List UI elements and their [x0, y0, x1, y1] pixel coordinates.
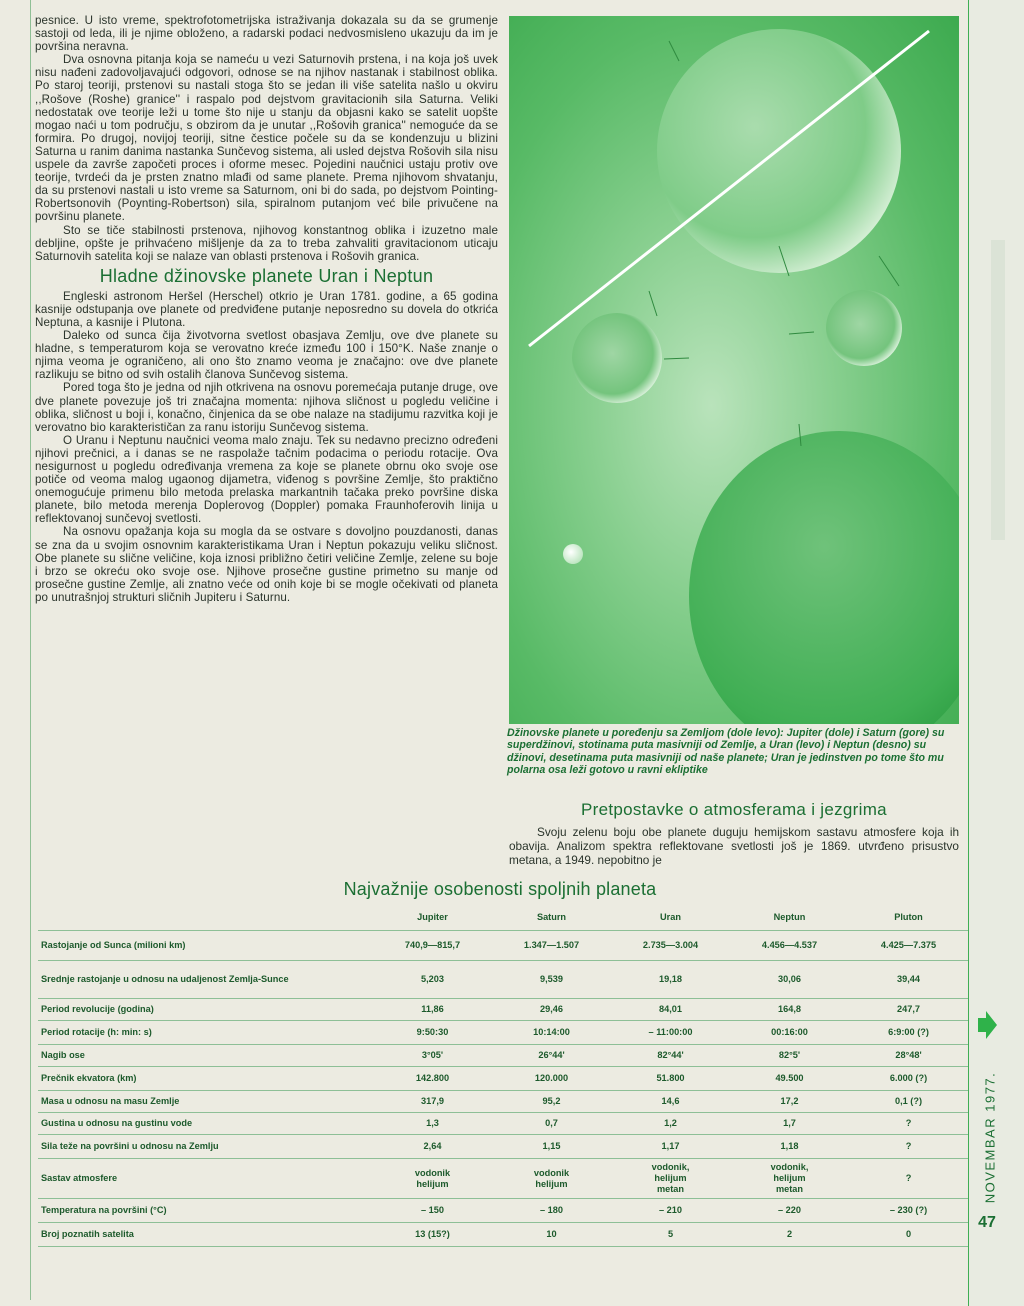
table-cell: 740,9—815,7 [373, 931, 492, 961]
table-cell: 26°44' [492, 1045, 611, 1067]
table-cell: – 210 [611, 1199, 730, 1223]
row-label: Prečnik ekvatora (km) [38, 1067, 373, 1091]
table-cell: 13 (15?) [373, 1223, 492, 1247]
row-label: Rastojanje od Sunca (milioni km) [38, 931, 373, 961]
table-cell: 39,44 [849, 961, 968, 999]
column-header-saturn: Saturn [492, 904, 611, 931]
earth-planet [563, 544, 583, 564]
table-row [38, 1135, 968, 1159]
table-cell: 4.456—4.537 [730, 931, 849, 961]
paragraph: Pored toga što je jedna od njih otkrivena na osnovu poremećaja putanje druge, ove dve planete povezuje još tri značajna momenta: njihova sličnost u pogledu veličine i oblika, sličnost u boji i, konačno, činjenica da se obe nalaze na stadijumu razvitka koji je verovatno bio karakterističan za ranu istoriju Sunčevog sistema. [35, 381, 498, 434]
table-cell: vodonik, helijum metan [611, 1159, 730, 1199]
issue-date: NOVEMBAR 1977. [982, 1071, 998, 1204]
row-label: Sastav atmosfere [38, 1159, 373, 1199]
table-cell: 317,9 [373, 1091, 492, 1113]
table-cell: vodonik, helijum metan [730, 1159, 849, 1199]
table-cell: – 230 (?) [849, 1199, 968, 1223]
row-label: Srednje rastojanje u odnosu na udaljenost Zemlja-Sunce [38, 961, 373, 999]
table-cell: 00:16:00 [730, 1021, 849, 1045]
table-cell: ? [849, 1113, 968, 1135]
arrow-right-icon [976, 1010, 998, 1040]
table-cell: – 220 [730, 1199, 849, 1223]
issue-date-vertical [960, 1070, 1020, 1210]
table-cell: 28°48' [849, 1045, 968, 1067]
table-row [38, 999, 968, 1021]
row-label: Period revolucije (godina) [38, 999, 373, 1021]
table-cell: 17,2 [730, 1091, 849, 1113]
section-heading: Hladne džinovske planete Uran i Neptun [99, 265, 434, 286]
table-header-row [38, 904, 968, 931]
paragraph: Dva osnovna pitanja koja se nameću u vezi Saturnovih prstena, i na koja još uvek nisu nađeni zadovoljavajući odgovori, odnose se na njihov nastanak i stabilnost oblika. Po staroj teoriji, prstenovi su nastali stoga što se jedan ili više satelita našlo u okviru ,,Rošove (Roshe) granice'' i raspalo pod dejstvom gravitacionih sila Saturna. Veliki nedostatak ove teorije leži u tome što nije u stanju da objasni kako se satelit uopšte mogao naći u tom području, s obzirom da je unutar ,,Rošovih granica'' nemoguće da se formira. Po drugoj, novijoj teoriji, sitne čestice počele su da se kondenzuju u blizini Saturna u ranim danima nastanka Sunčevog sistema, ali usled dejstva Rošovih sila nisu uspele da završe započeti proces i oforme mesec. Pojedini naučnici ustaju protiv ove teorije, tvrdeći da je prsten znatno mlađi od same planete. Prema njihovom shvatanju, da su prstenovi nastali u isto vreme sa Saturnom, oni bi do sada, po dejstvom Pointing-Robertsonovih (Poynting-Robertson) sila, spiralnom putanjom već bile privučene na površinu planete. [35, 53, 498, 224]
row-label: Temperatura na površini (°C) [38, 1199, 373, 1223]
table-cell: 2,64 [373, 1135, 492, 1159]
article-right-column [509, 800, 959, 867]
table-row [38, 1091, 968, 1113]
table-cell: 51.800 [611, 1067, 730, 1091]
table-row [38, 1159, 968, 1199]
column-header-jupiter: Jupiter [373, 904, 492, 931]
table-row [38, 961, 968, 999]
table-row [38, 1223, 968, 1247]
paragraph: O Uranu i Neptunu naučnici veoma malo znaju. Tek su nedavno precizno određeni njihovi prečnici, a i danas se ne raspolaže tačnim podacima o periodu rotacije. Ova nesigurnost u pogledu određivanja vremena za koje se planete obrnu oko svoje ose potiče od veoma malog ugaonog dijametra, viđenog s površine Zemlje, što praktično onemogućuje primenu bilo metoda prelaska markantnih tačaka preko površine diska planete, bilo metoda merenja Doplerovog (Doppler) pomaka Fraunhoferovih linija u reflektovanoj sunčevoj svetlosti. [35, 433, 498, 526]
faint-bleed-text [983, 240, 1013, 540]
table-cell: 84,01 [611, 999, 730, 1021]
right-section-heading: Pretpostavke o atmosferama i jezgrima [581, 800, 887, 819]
table-cell: ? [849, 1159, 968, 1199]
table-cell: 6:9:00 (?) [849, 1021, 968, 1045]
table-cell: 9,539 [492, 961, 611, 999]
paragraph: Sto se tiče stabilnosti prstenova, njihovog konstantnog oblika i izuzetno male debljine, opšte je prihvaćeno mišljenje da za to treba zahvaliti gravitacionom uticaju Saturnovih satelita koji se nalaze van oblasti prstenova i Rošovih granica. [35, 223, 498, 263]
row-label: Nagib ose [38, 1045, 373, 1067]
table-cell: – 11:00:00 [611, 1021, 730, 1045]
table-cell: 29,46 [492, 999, 611, 1021]
paragraph: Daleko od sunca čija životvorna svetlost obasjava Zemlju, ove dve planete su hladne, s temperaturom koja se verovatno kreće između 100 i 150°K. Naše znanje o njima veoma je ograničeno, ali ono što znamo veoma je značajno: ove dve planete razlikuju se bitno od svih ostalih članova Sunčevog sistema. [35, 329, 498, 382]
row-label: Broj poznatih satelita [38, 1223, 373, 1247]
uranus-planet [572, 291, 689, 403]
table-cell: 4.425—7.375 [849, 931, 968, 961]
table-row [38, 1021, 968, 1045]
paragraph: Svoju zelenu boju obe planete duguju hemijskom sastavu atmosfere koja ih obavija. Analizom spektra reflektovane svetlosti još je 1869. utvrđeno prisustvo metana, a 1949. nepobitno je [509, 825, 959, 867]
table-row [38, 1045, 968, 1067]
table-cell: 1,7 [730, 1113, 849, 1135]
table-row [38, 1199, 968, 1223]
table-cell: 0,1 (?) [849, 1091, 968, 1113]
table-cell: 6.000 (?) [849, 1067, 968, 1091]
table-cell: vodonik helijum [373, 1159, 492, 1199]
neptune-planet [789, 256, 902, 366]
table-cell: 1.347—1.507 [492, 931, 611, 961]
table-cell: 120.000 [492, 1067, 611, 1091]
table-cell: 9:50:30 [373, 1021, 492, 1045]
table-cell: ? [849, 1135, 968, 1159]
table-row [38, 1113, 968, 1135]
page-number: 47 [978, 1214, 996, 1231]
table-cell: 5,203 [373, 961, 492, 999]
table-cell: 14,6 [611, 1091, 730, 1113]
column-header-uran: Uran [611, 904, 730, 931]
row-label: Sila teže na površini u odnosu na Zemlju [38, 1135, 373, 1159]
table-cell: 142.800 [373, 1067, 492, 1091]
table-row [38, 931, 968, 961]
table-cell: 11,86 [373, 999, 492, 1021]
table-cell: 1,3 [373, 1113, 492, 1135]
table-cell: 1,2 [611, 1113, 730, 1135]
left-rule [30, 0, 31, 1300]
table-cell: vodonik helijum [492, 1159, 611, 1199]
table-cell: 30,06 [730, 961, 849, 999]
table-cell: 95,2 [492, 1091, 611, 1113]
table-cell: – 180 [492, 1199, 611, 1223]
table-row [38, 1067, 968, 1091]
row-label: Masa u odnosu na masu Zemlje [38, 1091, 373, 1113]
paragraph: Na osnovu opažanja koja su mogla da se ostvare s dovoljno pouzdanosti, danas se zna da u svojim osnovnim karakteristikama Uran i Neptun pokazuju veliku sličnost. Obe planete su slične veličine, koja iznosi približno četiri veličine Zemlje, zelene su boje i brzo se okreću oko svoje ose. Njihove prosečne gustine primetno su manje od prosečne gustine Zemlje, ali znatno veće od onih koje bi se mogle očekivati od planeta po unutrašnjoj strukturi sličnih Jupiteru i Saturnu. [35, 525, 498, 604]
paragraph: pesnice. U isto vreme, spektrofotometrijska istraživanja dokazala su da se grumenje sastoji od leda, ili je njime obloženo, a radarski podaci nedvosmisleno ukazuju da im je površina neravna. [35, 14, 498, 54]
table-cell: 82°5' [730, 1045, 849, 1067]
article-left-column [35, 14, 498, 604]
table-corner [38, 904, 373, 931]
table-cell: 10:14:00 [492, 1021, 611, 1045]
table-cell: 10 [492, 1223, 611, 1247]
table-title: Najvažnije osobenosti spoljnih planeta [343, 879, 657, 899]
table-cell: 1,17 [611, 1135, 730, 1159]
table-cell: 0,7 [492, 1113, 611, 1135]
table-cell: 0 [849, 1223, 968, 1247]
table-cell: 164,8 [730, 999, 849, 1021]
table-cell: 2 [730, 1223, 849, 1247]
illustration-caption: Džinovske planete u poređenju sa Zemljom (dole levo): Jupiter (dole) i Saturn (gore) su superdžinovi, stotinama puta masivniji od Zemlje, a Uran (levo) i Neptun (desno) su džinovi, desetinama puta masivniji od naše planete; Uran je jedinstven po tome što mu polarna osa leži gotovo u ravni ekliptike [507, 727, 945, 777]
planets-illustration [509, 16, 959, 724]
paragraph: Engleski astronom Heršel (Herschel) otkrio je Uran 1781. godine, a 65 godina kasnije odstupanja ove planete od predviđene putanje neposredno su dovela do otkrića Neptuna, a kasnije i Plutona. [35, 289, 498, 329]
table-cell: 49.500 [730, 1067, 849, 1091]
column-header-pluton: Pluton [849, 904, 968, 931]
table-cell: – 150 [373, 1199, 492, 1223]
table-cell: 1,15 [492, 1135, 611, 1159]
row-label: Period rotacije (h: min: s) [38, 1021, 373, 1045]
table-cell: 5 [611, 1223, 730, 1247]
table-cell: 19,18 [611, 961, 730, 999]
row-label: Gustina u odnosu na gustinu vode [38, 1113, 373, 1135]
jupiter-planet [689, 424, 959, 724]
planets-drawing [509, 16, 959, 724]
planet-properties-table [38, 904, 968, 1247]
table-cell: 1,18 [730, 1135, 849, 1159]
table-cell: 2.735—3.004 [611, 931, 730, 961]
table-cell: 3°05' [373, 1045, 492, 1067]
table-cell: 82°44' [611, 1045, 730, 1067]
table-cell: 247,7 [849, 999, 968, 1021]
column-header-neptun: Neptun [730, 904, 849, 931]
